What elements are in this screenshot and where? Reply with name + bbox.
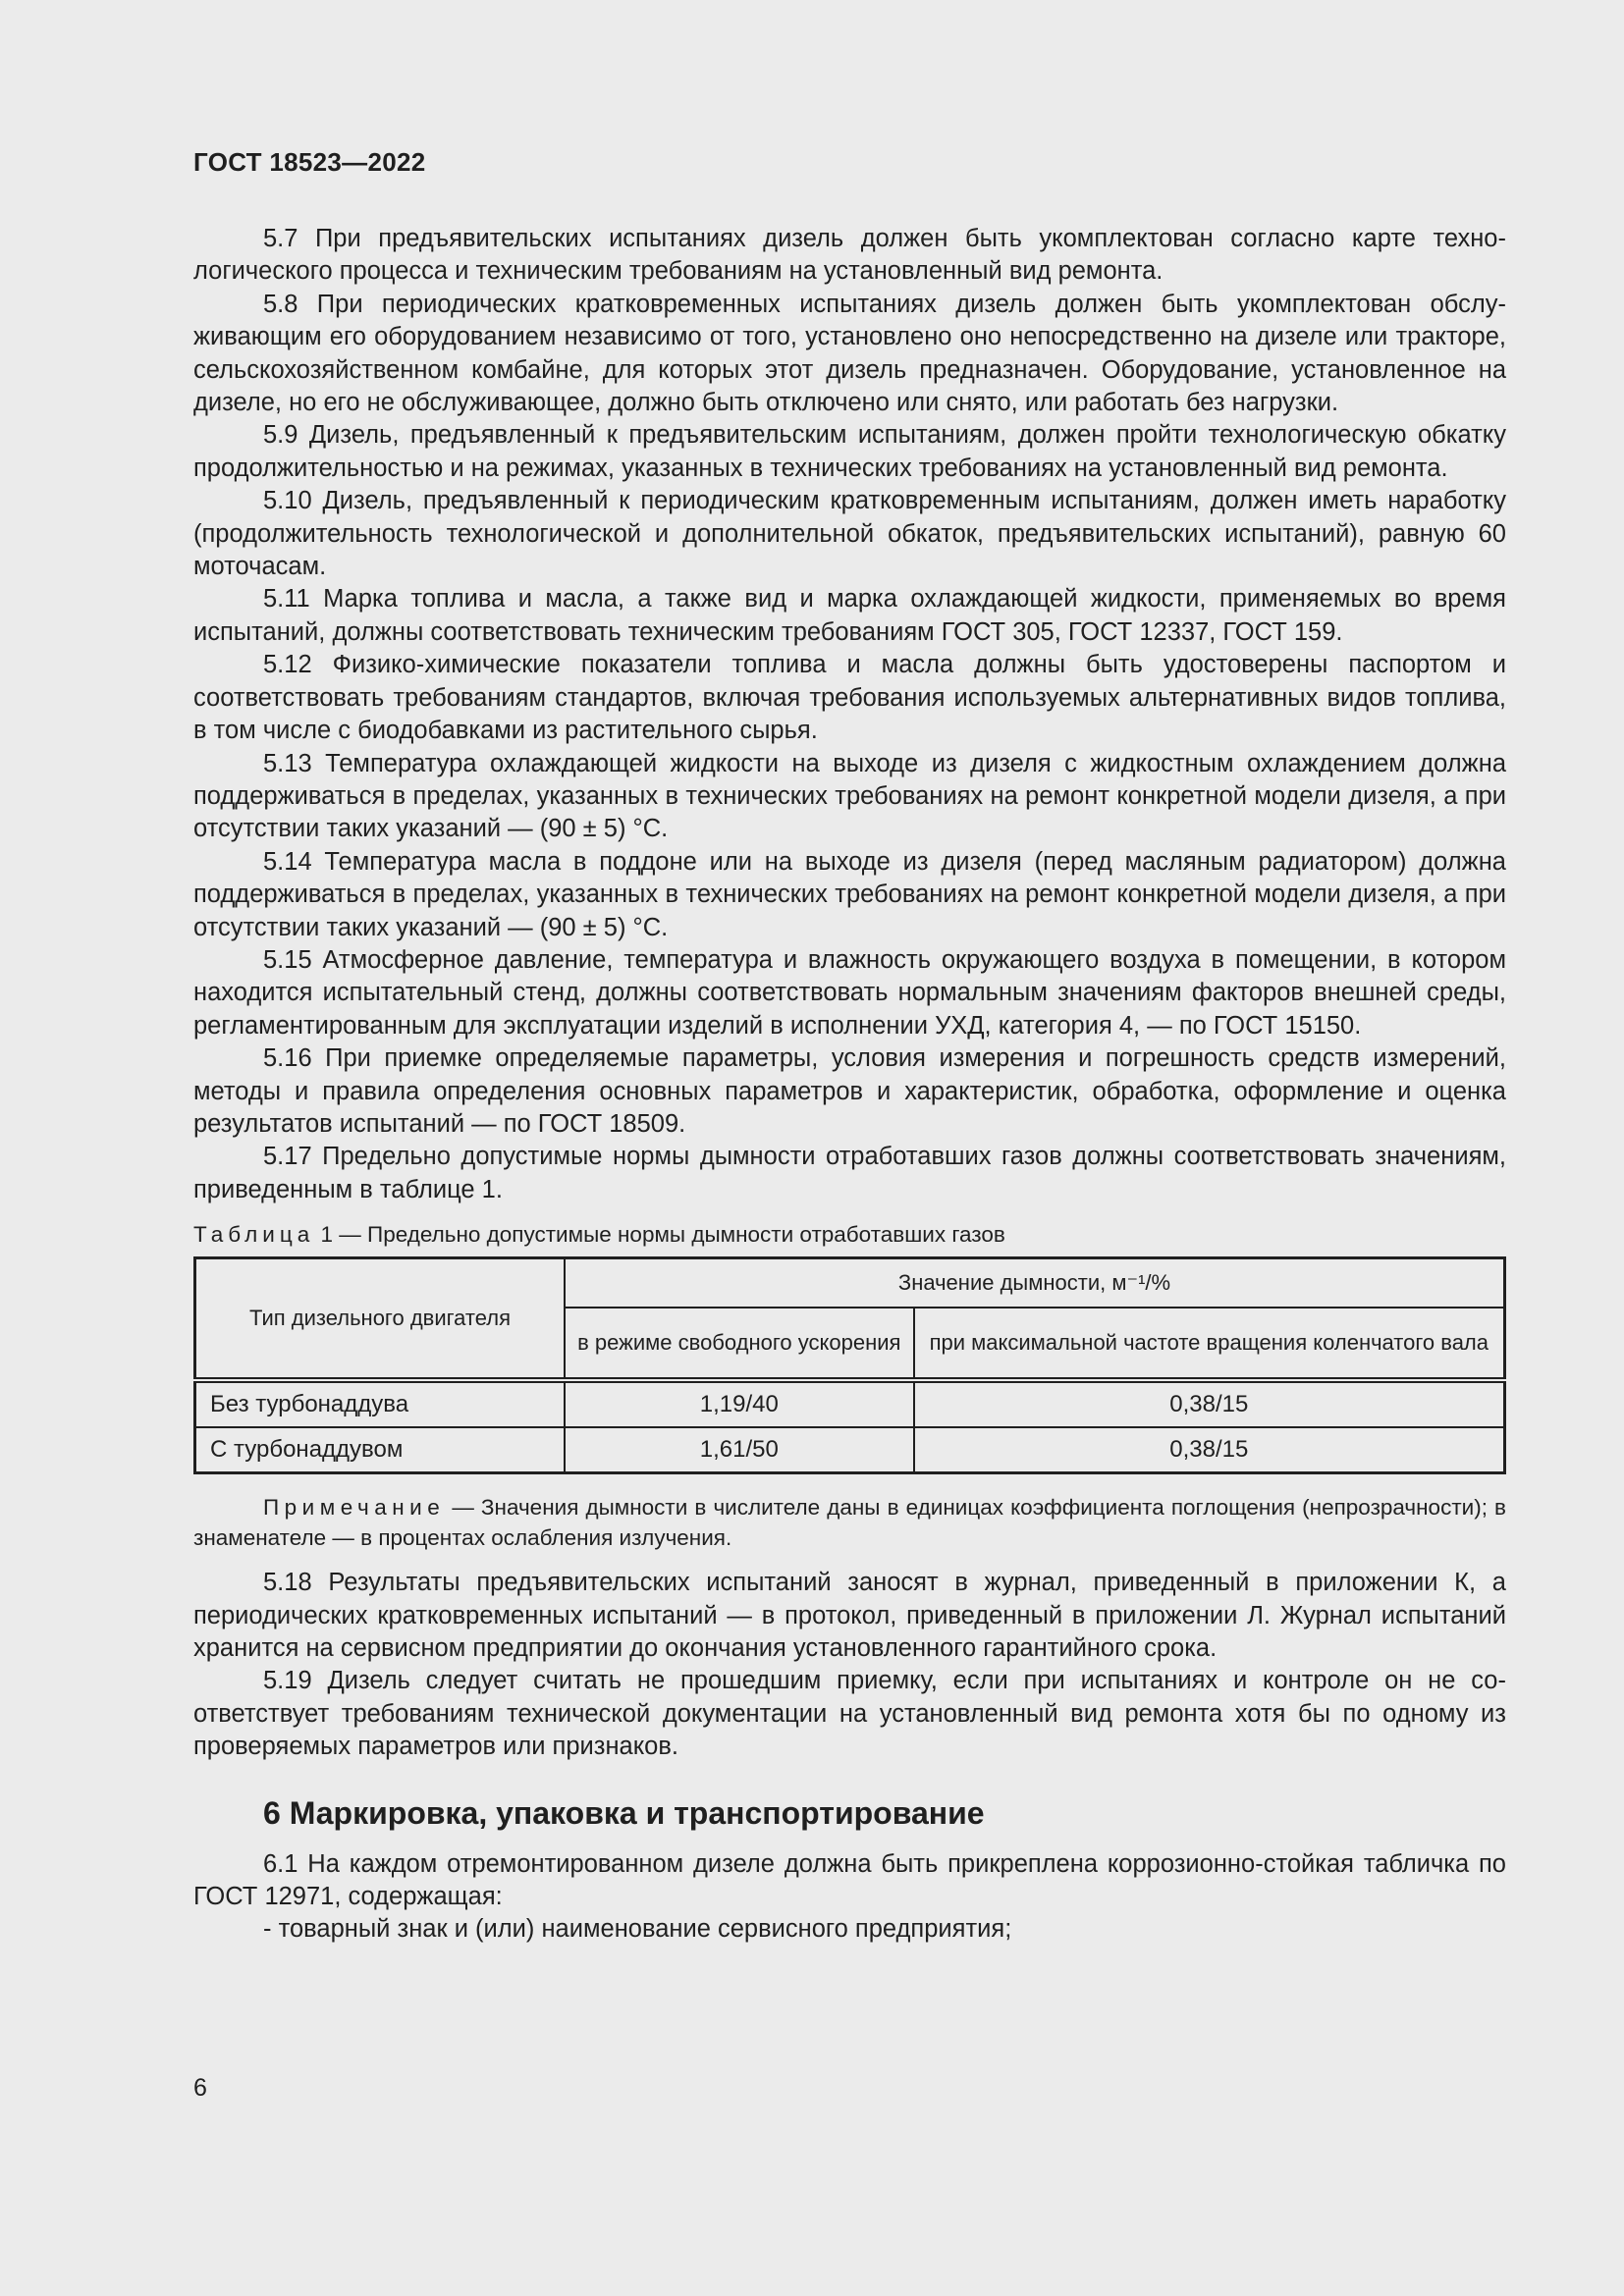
table-caption-text: 1 — Предельно допустимые нормы дымности отработавших газов <box>320 1222 1005 1248</box>
cell-engine-type: Без турбонаддува <box>195 1380 566 1427</box>
paragraph-5-9: 5.9 Дизель, предъявленный к предъявительским испытаниям, должен пройти технологическую обкатку продолжительностью и на режимах, указанных в технических требованиях на установленный вид ремонта. <box>193 421 1506 482</box>
paragraph-5-19: 5.19 Дизель следует считать не прошедшим приемку, если при испытаниях и контроле он не соответствует требованиям технической документации на установленный вид ремонта хотя бы по одному из проверяемых параметров или признаков. <box>193 1667 1506 1761</box>
paragraph-5-10: 5.10 Дизель, предъявленный к периодическим кратковременным испытаниям, должен иметь наработку (продолжительность технологической и дополнительной обкаток, предъявительских испытаний), равную 60 моточасам. <box>193 487 1506 581</box>
paragraph-5-8: 5.8 При периодических кратковременных испытаниях дизель должен быть укомплектован обслуживающим его оборудованием независимо от того, установлено оно непосредственно на дизеле или тракторе, сельскохозяйственном комбайне, для которых этот дизель предназначен. Оборудование, установленное на дизеле, но его не обслуживающее, должно быть отключено или снято, или работать без нагрузки. <box>193 290 1506 417</box>
paragraph-5-11: 5.11 Марка топлива и масла, а также вид и марка охлаждающей жидкости, применяемых во время испытаний, должны соответствовать техническим требованиям ГОСТ 305, ГОСТ 12337, ГОСТ 159. <box>193 585 1506 646</box>
cell-free-acceleration: 1,19/40 <box>565 1380 914 1427</box>
table-row <box>195 1427 1505 1473</box>
paragraph-5-7: 5.7 При предъявительских испытаниях дизель должен быть укомплектован согласно карте технологического процесса и техническим требованиям на установленный вид ремонта. <box>193 225 1506 286</box>
paragraph-6-1: 6.1 На каждом отремонтированном дизеле должна быть прикреплена коррозионно-стойкая табличка по ГОСТ 12971, содержащая: <box>193 1849 1506 1911</box>
header-free-acceleration: в режиме свободного ускорения <box>565 1308 914 1380</box>
cell-free-acceleration: 1,61/50 <box>565 1427 914 1473</box>
table-caption <box>193 1220 1506 1250</box>
paragraph-5-16: 5.16 При приемке определяемые параметры, условия измерения и погрешность средств измерений, методы и правила определения основных параметров и характеристик, обработка, оформление и оценка результатов испытаний — по ГОСТ 18509. <box>193 1044 1506 1138</box>
note-text: — Значения дымности в числителе даны в единицах коэффициента поглощения (непрозрачности); в знаменателе — в процентах ослабления излучения. <box>193 1495 1506 1551</box>
document-header: ГОСТ 18523—2022 <box>193 147 426 177</box>
page-content <box>193 223 1506 1947</box>
paragraph-5-12: 5.12 Физико-химические показатели топлива и масла должны быть удостоверены паспортом и соответствовать требованиям стандартов, включая требования используемых альтернативных видов топлива, в том числе с биодобавками из растительного сырья. <box>193 651 1506 745</box>
list-item: - товарный знак и (или) наименование сервисного предприятия; <box>263 1915 1012 1944</box>
paragraph-5-17: 5.17 Предельно допустимые нормы дымности отработавших газов должны соответствовать значениям, приведенным в таблице 1. <box>193 1143 1506 1203</box>
paragraph-5-18: 5.18 Результаты предъявительских испытаний заносят в журнал, приведенный в приложении К, а периодических кратковременных испытаний — в протокол, приведенный в приложении Л. Журнал испытаний хранится на сервисном предприятии до окончания установленного гарантийного срока. <box>193 1569 1506 1662</box>
table-note <box>193 1492 1506 1553</box>
paragraph-5-14: 5.14 Температура масла в поддоне или на выходе из дизеля (перед масляным радиатором) должна поддерживаться в пределах, указанных в технических требованиях на ремонт конкретной модели дизеля, а при отсутствии таких указаний — (90 ± 5) °С. <box>193 847 1506 941</box>
paragraph-5-13: 5.13 Температура охлаждающей жидкости на выходе из дизеля с жидкостным охлаждением должна поддерживаться в пределах, указанных в технических требованиях на ремонт конкретной модели дизеля, а при отсутствии таких указаний — (90 ± 5) °С. <box>193 749 1506 843</box>
table-caption-label: Таблица <box>193 1222 315 1248</box>
cell-max-speed: 0,38/15 <box>914 1380 1505 1427</box>
cell-max-speed: 0,38/15 <box>914 1427 1505 1473</box>
smoke-norms-table <box>193 1256 1506 1474</box>
page-number: 6 <box>193 2074 207 2102</box>
header-engine-type: Тип дизельного двигателя <box>195 1258 566 1381</box>
cell-engine-type: С турбонаддувом <box>195 1427 566 1473</box>
header-smoke-value: Значение дымности, м⁻¹/% <box>565 1258 1505 1308</box>
note-label: Примечание <box>263 1495 446 1521</box>
section-heading: 6 Маркировка, упаковка и транспортирование <box>263 1794 985 1831</box>
header-max-speed: при максимальной частоте вращения коленчатого вала <box>914 1308 1505 1380</box>
paragraph-5-15: 5.15 Атмосферное давление, температура и влажность окружающего воздуха в помещении, в котором находится испытательный стенд, должны соответствовать нормальным значениям факторов внешней среды, регламентированным для эксплуатации изделий в исполнении УХД, категория 4, — по ГОСТ 15150. <box>193 945 1506 1040</box>
table-row <box>195 1380 1505 1427</box>
